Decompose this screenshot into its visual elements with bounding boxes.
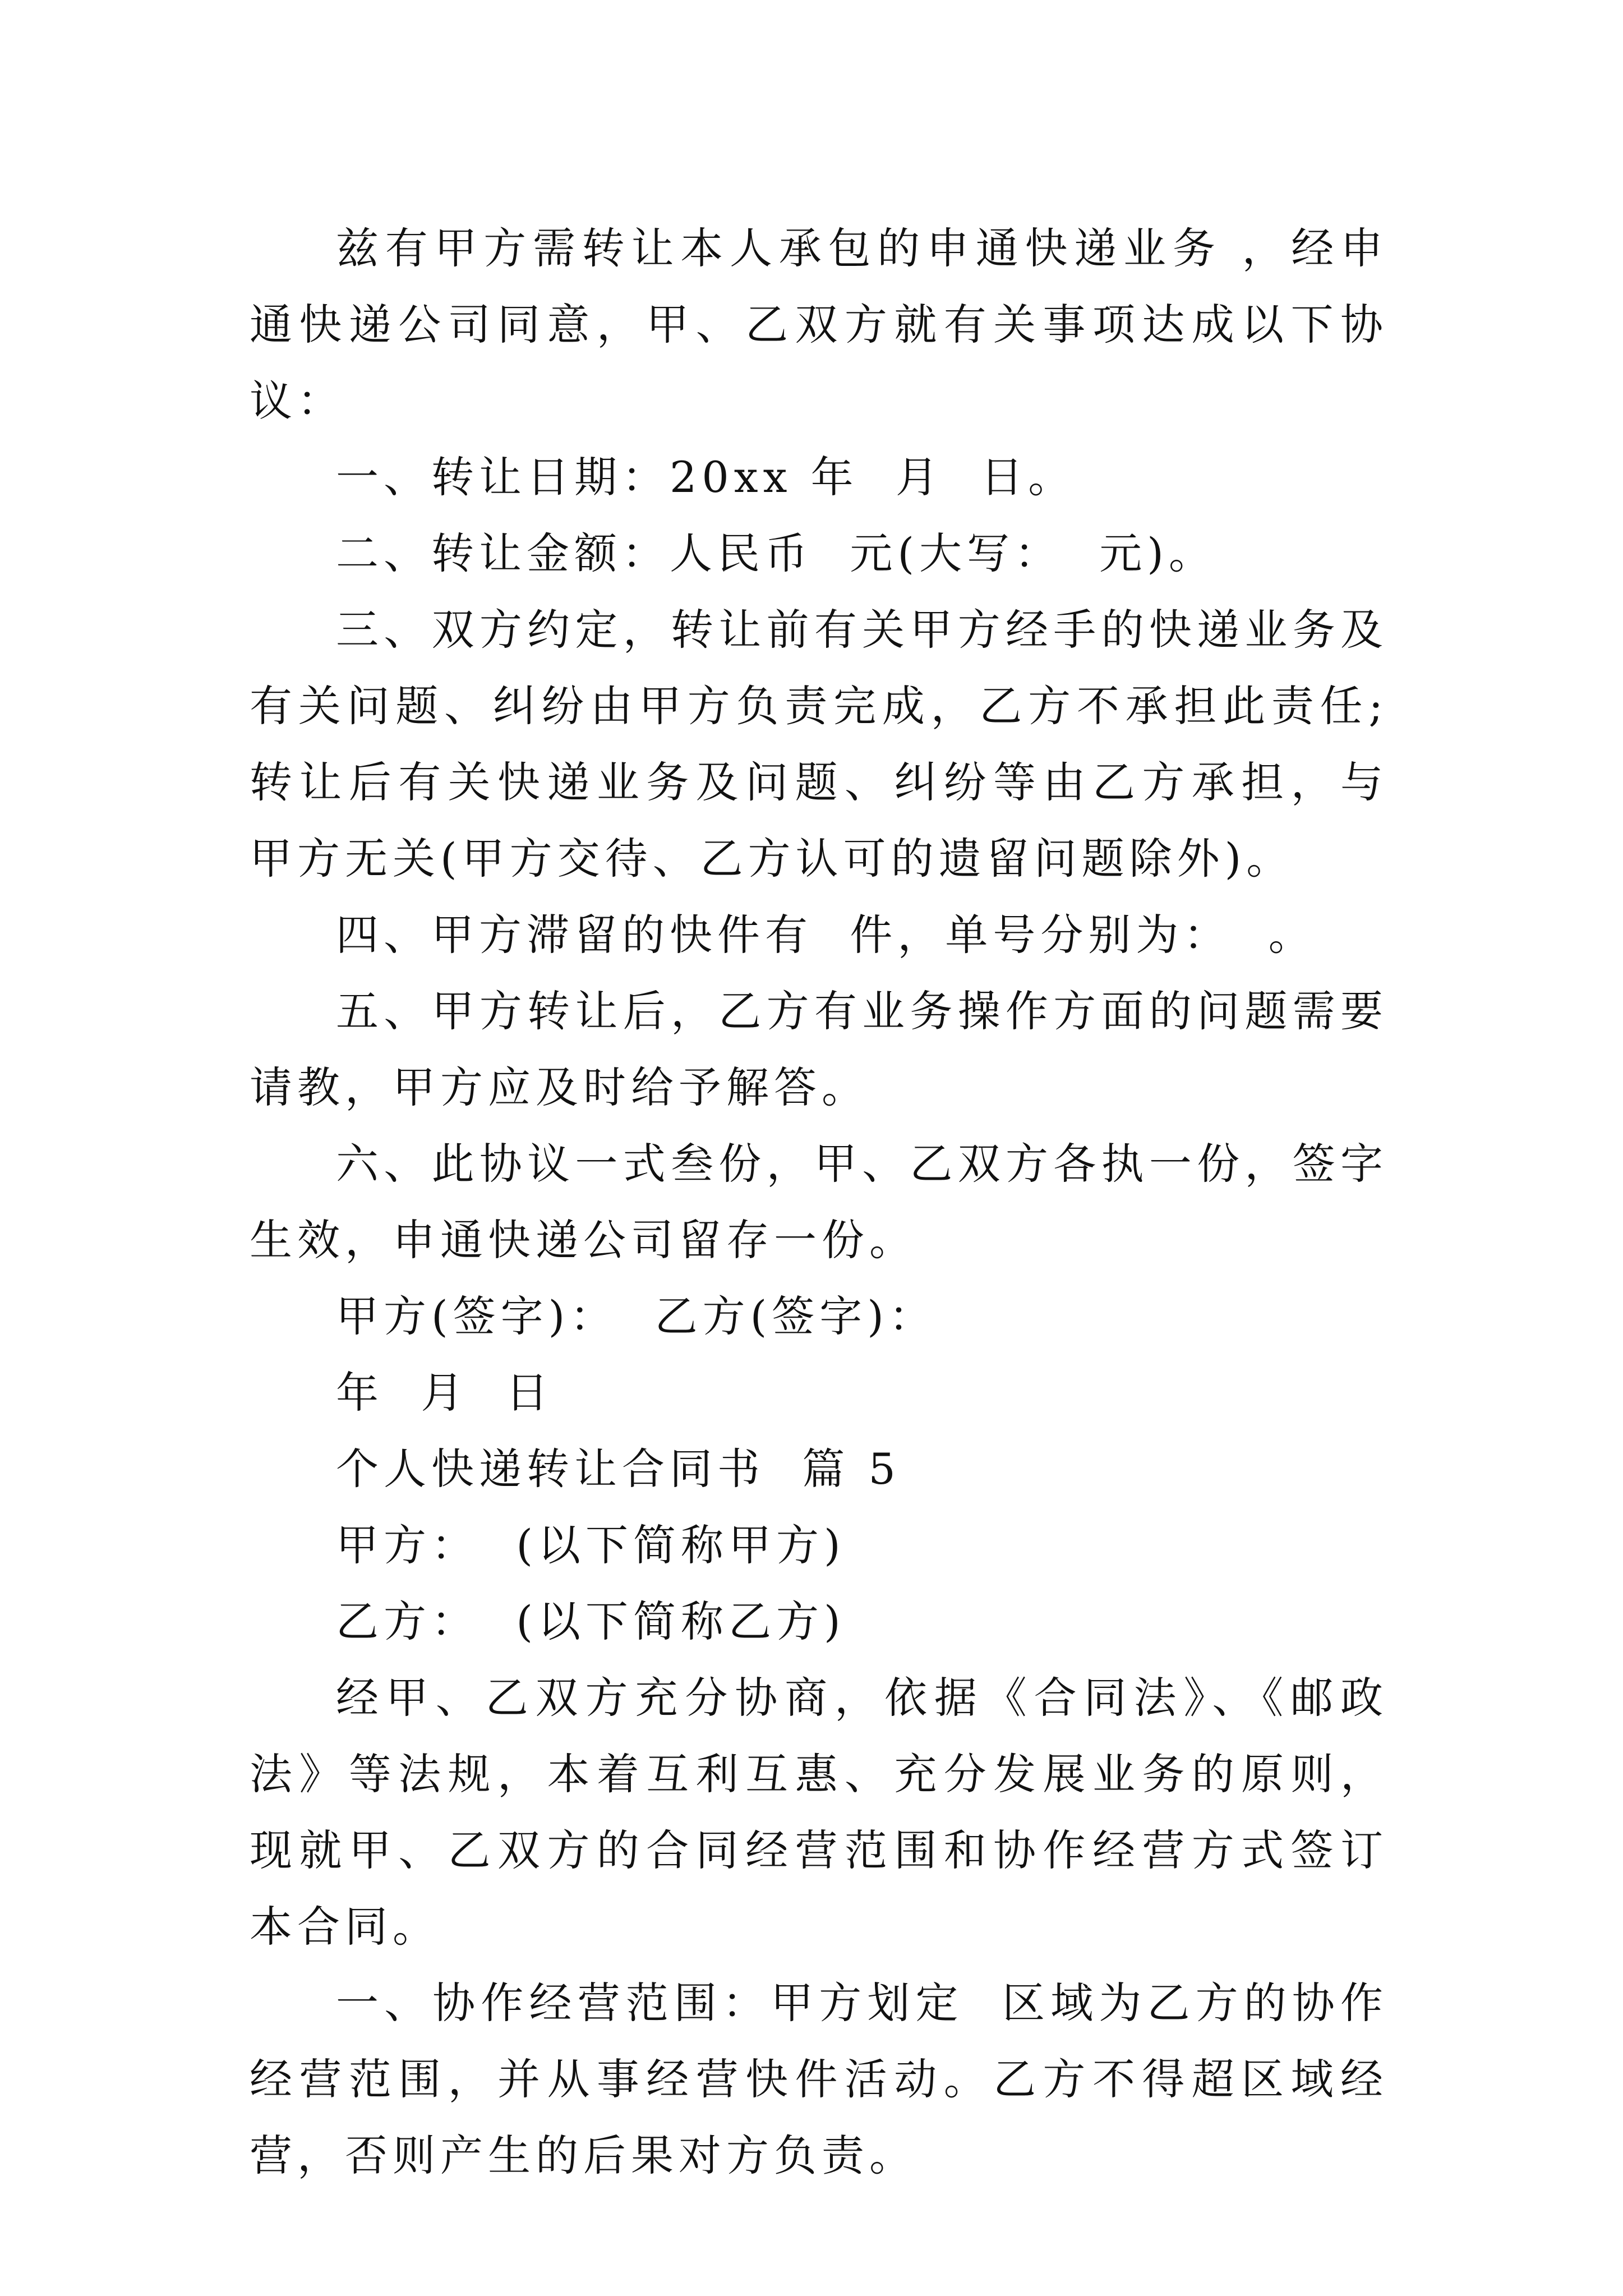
paragraph-scope: 一、协作经营范围：甲方划定 区域为乙方的协作经营范围，并从事经营快件活动。乙方不得超区域经营，否则产生的后果对方负责。 xyxy=(250,1978,1388,2180)
party-b-line: 乙方： (以下简称乙方) xyxy=(336,1596,846,1646)
paragraph-liability: 三、双方约定，转让前有关甲方经手的快递业务及有关问题、纠纷由甲方负责完成，乙方不承担此责任;转让后有关快递业务及问题、纠纷等由乙方承担，与甲方无关(甲方交待、乙方认可的遗留问题除外)。 xyxy=(250,605,1388,884)
paragraph-intro: 兹有甲方需转让本人承包的申通快递业务 ，经申通快递公司同意，甲、乙双方就有关事项达成以下协议： xyxy=(250,223,1388,426)
document-body xyxy=(250,210,1388,2194)
paragraph-pending-parcels: 四、甲方滞留的快件有 件，单号分别为： 。 xyxy=(336,910,1316,960)
section-title: 个人快递转让合同书 篇 5 xyxy=(336,1444,901,1494)
paragraph-transfer-amount: 二、转让金额：人民币 元(大写： 元)。 xyxy=(336,528,1216,578)
party-a-line: 甲方： (以下简称甲方) xyxy=(336,1520,846,1570)
date-line: 年 月 日 xyxy=(336,1368,554,1418)
signature-line: 甲方(签字)： 乙方(签字)： xyxy=(336,1291,937,1341)
paragraph-guidance: 五、甲方转让后，乙方有业务操作方面的问题需要请教，甲方应及时给予解答。 xyxy=(250,986,1388,1112)
paragraph-copies: 六、此协议一式叁份，甲、乙双方各执一份，签字生效，申通快递公司留存一份。 xyxy=(250,1139,1388,1265)
paragraph-transfer-date: 一、转让日期：20xx 年 月 日。 xyxy=(336,452,1076,502)
paragraph-preamble: 经甲、乙双方充分协商，依据《合同法》、《邮政法》等法规，本着互利互惠、充分发展业务的原则，现就甲、乙双方的合同经营范围和协作经营方式签订本合同。 xyxy=(250,1673,1388,1952)
